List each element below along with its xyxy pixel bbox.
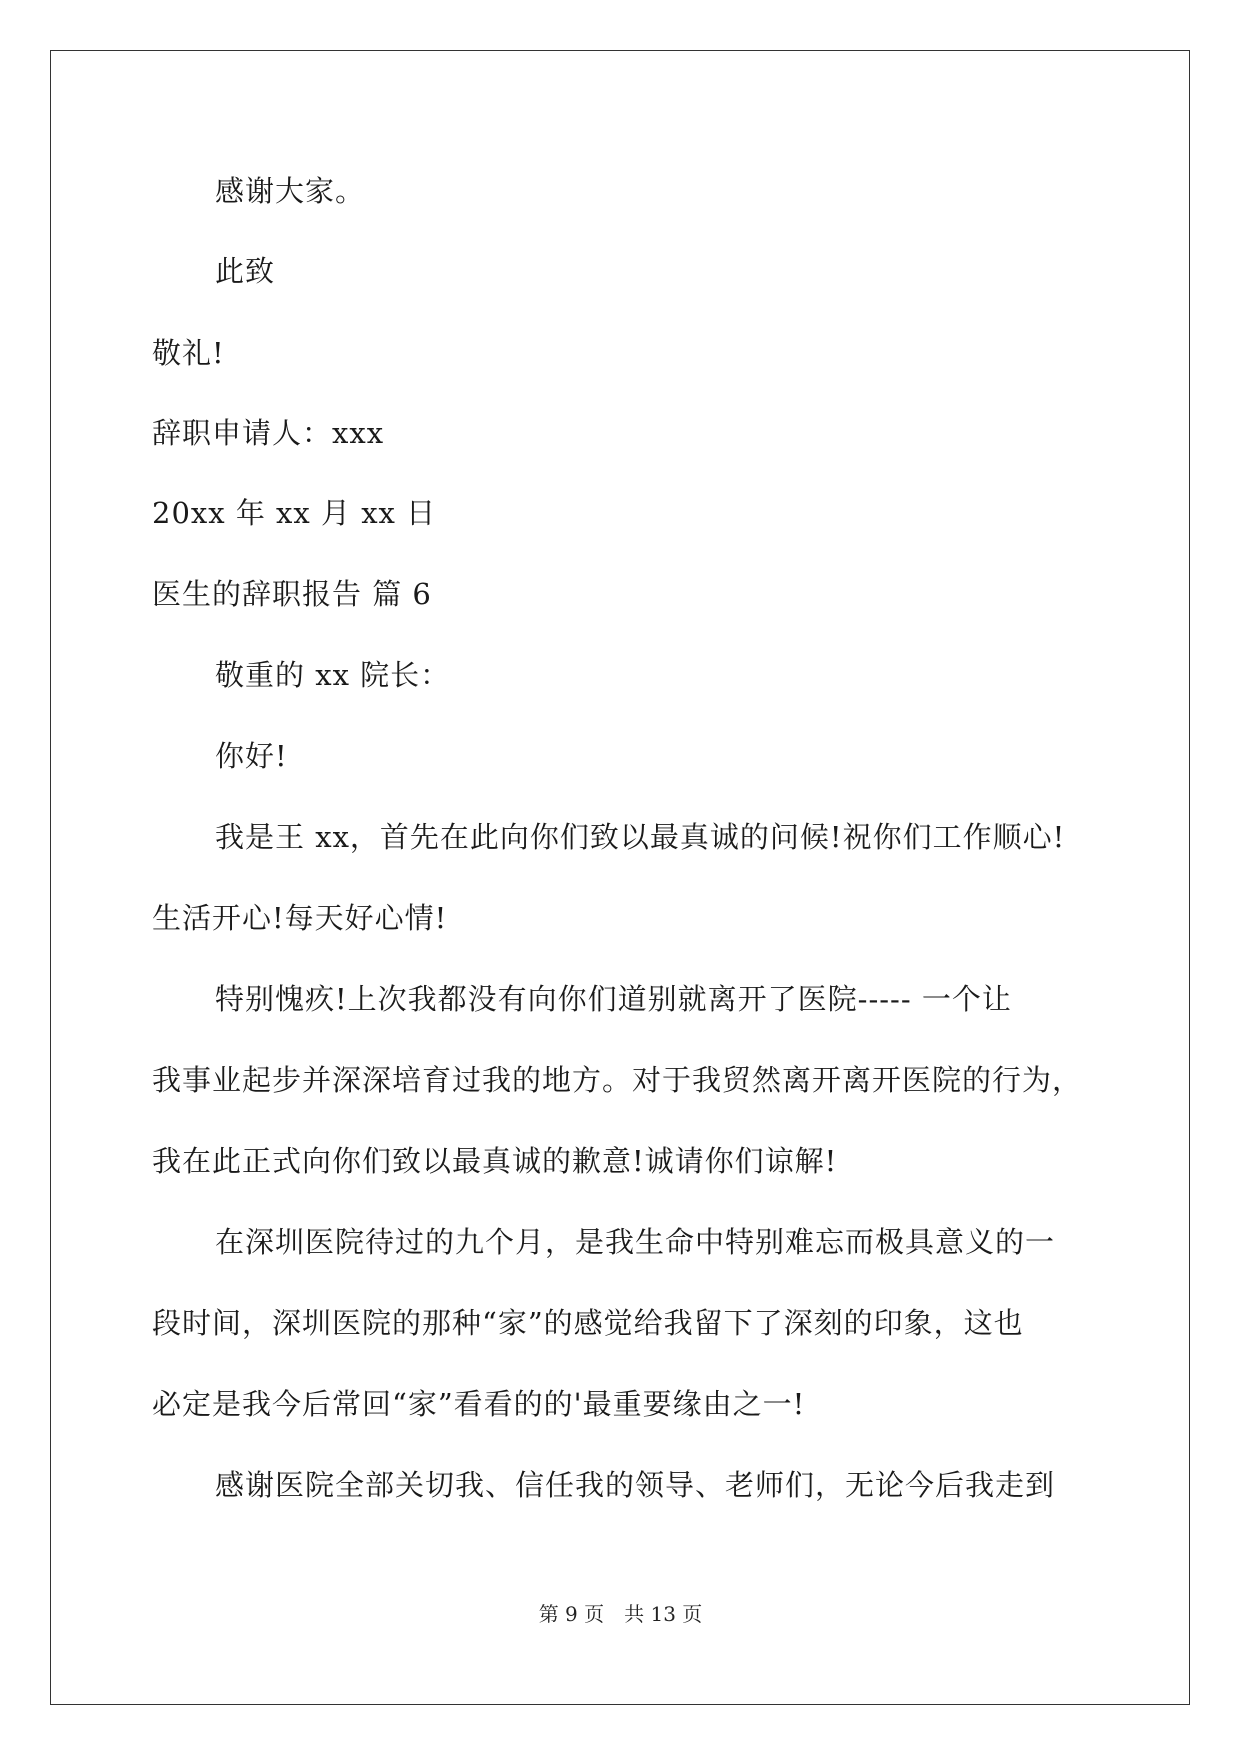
text-line: 在深圳医院待过的九个月，是我生命中特别难忘而极具意义的一	[215, 1225, 1056, 1259]
page-number-footer: 第 9 页 共 13 页	[538, 1602, 703, 1626]
section-heading: 医生的辞职报告 篇 6	[152, 577, 432, 611]
text-line: 感谢医院全部关切我、信任我的领导、老师们，无论今后我走到	[215, 1468, 1056, 1502]
text-line: 辞职申请人：xxx	[152, 416, 385, 450]
text-line: 此致	[215, 254, 276, 288]
salutation: 敬重的 xx 院长：	[215, 658, 451, 692]
text-line: 敬礼!	[152, 336, 225, 370]
text-line: 必定是我今后常回“家”看看的的'最重要缘由之一!	[152, 1387, 806, 1421]
page-border	[50, 50, 1190, 1705]
text-line: 我是王 xx，首先在此向你们致以最真诚的问候!祝你们工作顺心!	[215, 820, 1066, 854]
greeting: 你好!	[215, 739, 288, 773]
text-line: 20xx 年 xx 月 xx 日	[152, 496, 437, 530]
text-line: 我事业起步并深深培育过我的地方。对于我贸然离开离开医院的行为，	[152, 1063, 1083, 1097]
text-line: 生活开心!每天好心情!	[152, 901, 448, 935]
text-line: 段时间，深圳医院的那种“家”的感觉给我留下了深刻的印象，这也	[152, 1306, 1024, 1340]
text-line: 感谢大家。	[215, 174, 366, 208]
text-line: 我在此正式向你们致以最真诚的歉意!诚请你们谅解!	[152, 1144, 838, 1178]
text-line: 特别愧疚!上次我都没有向你们道别就离开了医院----- 一个让	[215, 982, 1012, 1016]
